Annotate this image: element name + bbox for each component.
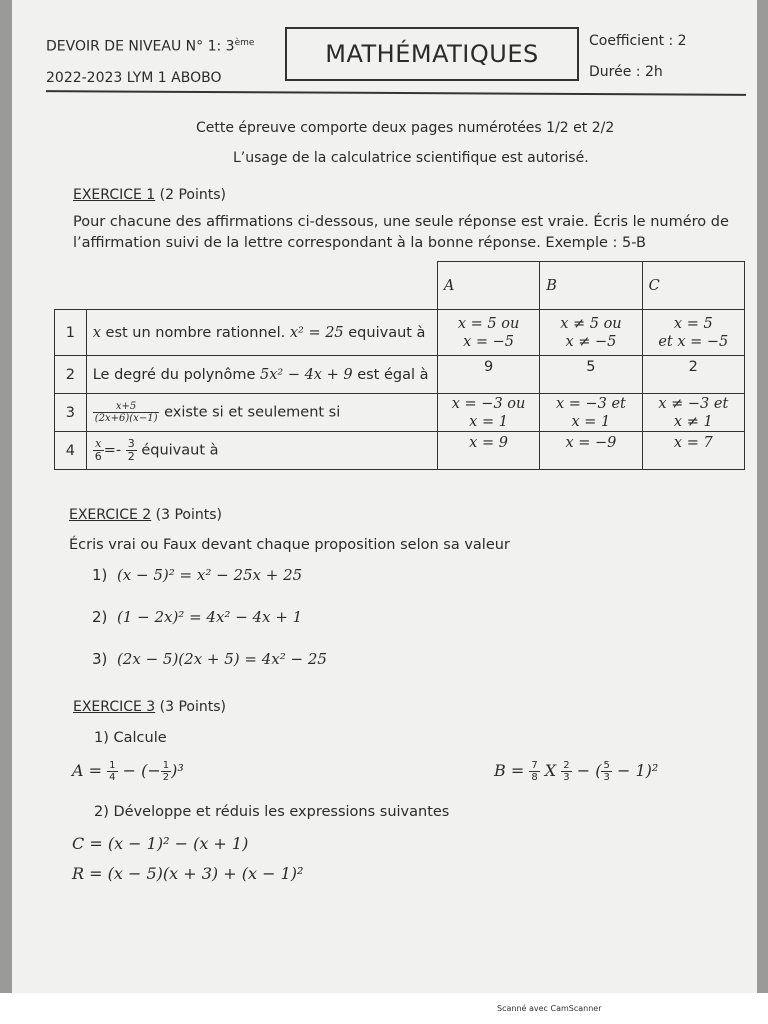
exercise-3-question-1: 1) Calcule	[94, 730, 167, 746]
row-question: x est un nombre rationnel. x² = 25 equivaut à	[86, 310, 437, 356]
answer-c: x ≠ −3 et x ≠ 1	[642, 394, 744, 432]
exam-page	[12, 0, 757, 993]
exercise-1-title: EXERCICE 1 (2 Points)	[73, 187, 226, 203]
exercise-3-question-2: 2) Développe et réduis les expressions suivantes	[94, 804, 450, 820]
answer-b: x = −9	[540, 432, 642, 470]
answer-a: x = 9	[437, 432, 539, 470]
fraction: $\frac{1}{2}$	[162, 760, 170, 783]
answer-c: 2	[642, 356, 744, 394]
fraction: $\frac{x}{6}$	[94, 437, 102, 463]
exercise-2-instruction: Écris vrai ou Faux devant chaque proposition selon sa valeur	[69, 537, 510, 553]
exercise-2-item-1: 1) (x − 5)² = x² − 25x + 25	[92, 566, 303, 584]
duration-label: Durée : 2h	[589, 64, 663, 80]
header-divider	[46, 90, 746, 96]
answer-b: x ≠ 5 ou x ≠ −5	[540, 310, 642, 356]
empty-header-cell	[55, 262, 87, 310]
fraction: $\frac{1}{4}$	[109, 760, 116, 783]
mcq-row-1	[55, 310, 745, 356]
mcq-row-2	[55, 356, 745, 394]
exercise-1-instruction-line1: Pour chacune des affirmations ci-dessous, une seule réponse est vraie. Écris le numéro de	[73, 214, 729, 230]
answer-b: x = −3 et x = 1	[540, 394, 642, 432]
fraction: $\frac{2}{3}$	[563, 760, 570, 783]
row-question: $\frac{x}{6}$ =- $\frac{3}{2}$ équivaut à	[86, 432, 437, 470]
answer-c: x = 5 et x = −5	[642, 310, 744, 356]
row-question: $\frac{x+5}{(2x+6)(x-1)}$ existe si et seulement si	[86, 394, 437, 432]
school-year-label: 2022-2023 LYM 1 ABOBO	[46, 70, 222, 86]
fraction: $\frac{x+5}{(2x+6)(x-1)}$	[94, 401, 158, 424]
exercise-1-instruction-line2: l’affirmation suivi de la lettre correspondant à la bonne réponse. Exemple : 5-B	[73, 235, 646, 251]
expression-c: C = (x − 1)² − (x + 1)	[72, 834, 249, 853]
header-b: B	[540, 262, 642, 310]
intro-calculator: L’usage de la calculatrice scientifique est autorisé.	[233, 150, 589, 166]
row-number: 1	[55, 310, 87, 356]
answer-a: x = −3 ou x = 1	[437, 394, 539, 432]
exam-type-label: DEVOIR DE NIVEAU N° 1: 3ème	[46, 38, 255, 55]
mcq-header-row	[55, 262, 745, 310]
row-question: Le degré du polynôme 5x² − 4x + 9 est égal à	[86, 356, 437, 394]
scanner-watermark: Scanné avec CamScanner	[497, 1004, 602, 1013]
answer-b: 5	[540, 356, 642, 394]
intro-pages: Cette épreuve comporte deux pages numérotées 1/2 et 2/2	[196, 120, 615, 136]
exercise-3-title: EXERCICE 3 (3 Points)	[73, 699, 226, 715]
mcq-row-4	[55, 432, 745, 470]
fraction: $\frac{3}{2}$	[127, 437, 135, 463]
subject-title: MATHÉMATIQUES	[325, 40, 539, 68]
expression-b: B = $\frac{7}{8}$ X $\frac{2}{3}$ − ( $\frac{5}{3}$ − 1)²	[494, 760, 659, 783]
scanner-footer-strip	[0, 993, 768, 1024]
row-number: 4	[55, 432, 87, 470]
answer-a: x = 5 ou x = −5	[437, 310, 539, 356]
mcq-row-3	[55, 394, 745, 432]
coefficient-label: Coefficient : 2	[589, 33, 687, 49]
exercise-2-item-3: 3) (2x − 5)(2x + 5) = 4x² − 25	[92, 650, 327, 668]
header-a: A	[437, 262, 539, 310]
row-number: 3	[55, 394, 87, 432]
answer-c: x = 7	[642, 432, 744, 470]
exercise-2-item-2: 2) (1 − 2x)² = 4x² − 4x + 1	[92, 608, 303, 626]
row-number: 2	[55, 356, 87, 394]
mcq-table	[54, 261, 745, 470]
empty-header-cell	[86, 262, 437, 310]
answer-a: 9	[437, 356, 539, 394]
exercise-2-title: EXERCICE 2 (3 Points)	[69, 507, 222, 523]
header-c: C	[642, 262, 744, 310]
subject-title-box	[285, 27, 579, 81]
fraction: $\frac{7}{8}$	[531, 760, 538, 783]
expression-a: A = $\frac{1}{4}$ − (− $\frac{1}{2}$ )³	[72, 760, 184, 783]
fraction: $\frac{5}{3}$	[603, 760, 610, 783]
expression-r: R = (x − 5)(x + 3) + (x − 1)²	[72, 864, 304, 883]
